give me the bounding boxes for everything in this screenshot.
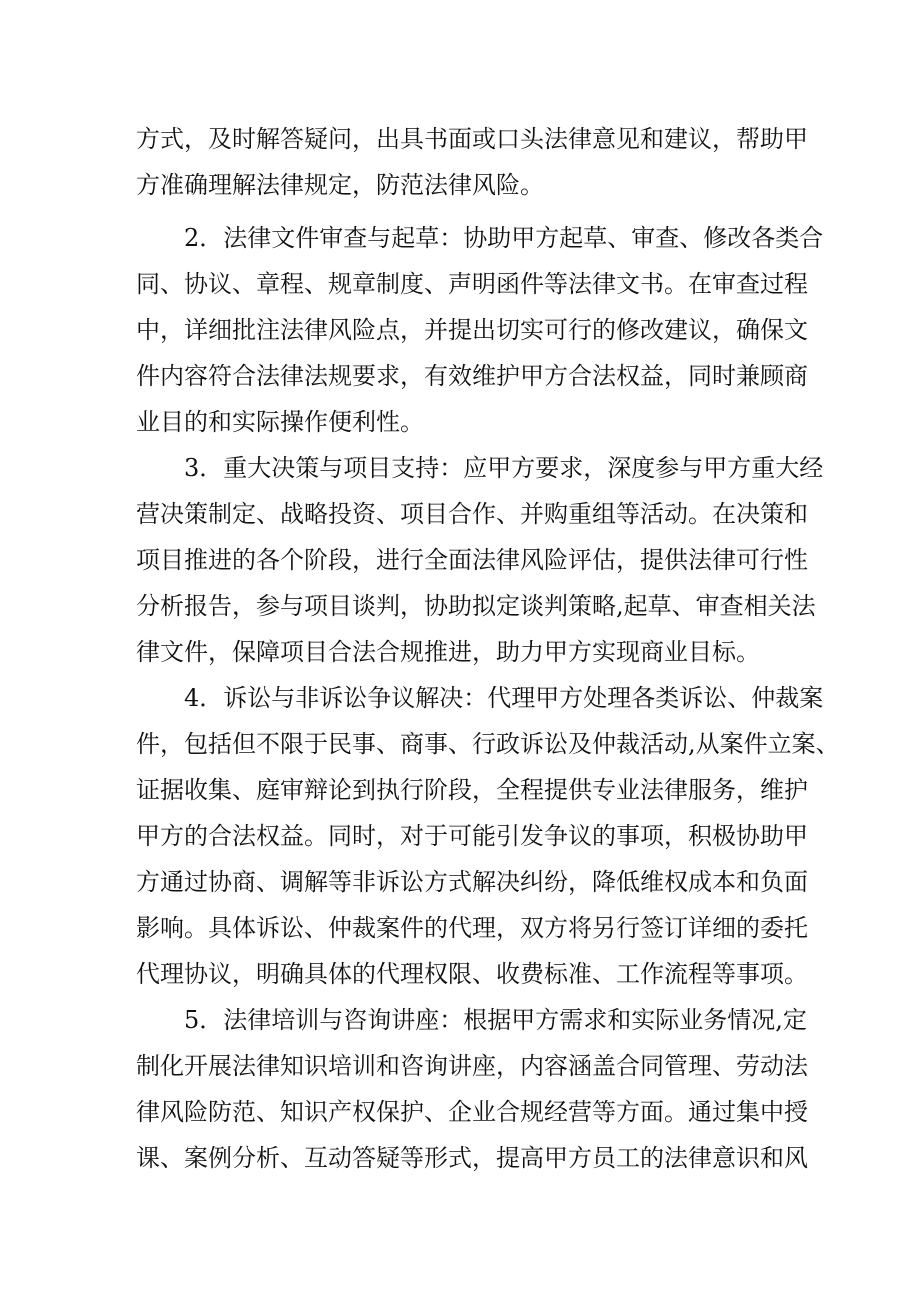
text-line: 方式，及时解答疑问，出具书面或口头法律意见和建议，帮助甲 [136, 125, 808, 153]
text-line: 同、协议、章程、规章制度、声明函件等法律文书。在审查过程 [136, 270, 808, 298]
text-line: 律风险防范、知识产权保护、企业合规经营等方面。通过集中授 [136, 1098, 808, 1126]
paragraph-item-5 [136, 997, 806, 1181]
paragraph-continuation [136, 116, 806, 208]
text-line: 件内容符合法律法规要求，有效维护甲方合法权益，同时兼顾商 [136, 362, 808, 390]
text-line: 影响。具体诉讼、仲裁案件的代理，双方将另行签订详细的委托 [136, 914, 808, 942]
text-line: 课、案例分析、互动答疑等形式，提高甲方员工的法律意识和风 [136, 1144, 808, 1172]
text-line: 制化开展法律知识培训和咨询讲座，内容涵盖合同管理、劳动法 [136, 1052, 808, 1080]
paragraph-item-4 [136, 675, 840, 997]
text-line: 业目的和实际操作便利性。 [136, 408, 424, 436]
text-line: 代理协议，明确具体的代理权限、收费标准、工作流程等事项。 [136, 960, 808, 988]
document-body [136, 116, 840, 1181]
paragraph-item-3 [136, 445, 824, 675]
text-line: 方准确理解法律规定，防范法律风险。 [136, 171, 544, 199]
text-line: 证据收集、庭审辩论到执行阶段，全程提供专业法律服务，维护 [136, 776, 808, 804]
text-line: 分析报告，参与项目谈判，协助拟定谈判策略,起草、审查相关法 [136, 592, 816, 620]
text-line: 方通过协商、调解等非诉讼方式解决纠纷，降低维权成本和负面 [136, 868, 808, 896]
text-line: 律文件，保障项目合法合规推进，助力甲方实现商业目标。 [136, 638, 760, 666]
paragraph-item-2 [136, 215, 824, 445]
text-line: 中，详细批注法律风险点，并提出切实可行的修改建议，确保文 [136, 316, 808, 344]
text-line: 5．法律培训与咨询讲座：根据甲方需求和实际业务情况,定 [184, 1006, 807, 1034]
text-line: 项目推进的各个阶段，进行全面法律风险评估，提供法律可行性 [136, 546, 808, 574]
text-line: 2．法律文件审查与起草：协助甲方起草、审查、修改各类合 [184, 224, 824, 252]
text-line: 甲方的合法权益。同时，对于可能引发争议的事项，积极协助甲 [136, 822, 808, 850]
text-line: 营决策制定、战略投资、项目合作、并购重组等活动。在决策和 [136, 500, 808, 528]
text-line: 4．诉讼与非诉讼争议解决：代理甲方处理各类诉讼、仲裁案 [184, 684, 824, 712]
text-line: 3．重大决策与项目支持：应甲方要求，深度参与甲方重大经 [184, 454, 824, 482]
text-line: 件，包括但不限于民事、商事、行政诉讼及仲裁活动,从案件立案、 [136, 730, 840, 758]
